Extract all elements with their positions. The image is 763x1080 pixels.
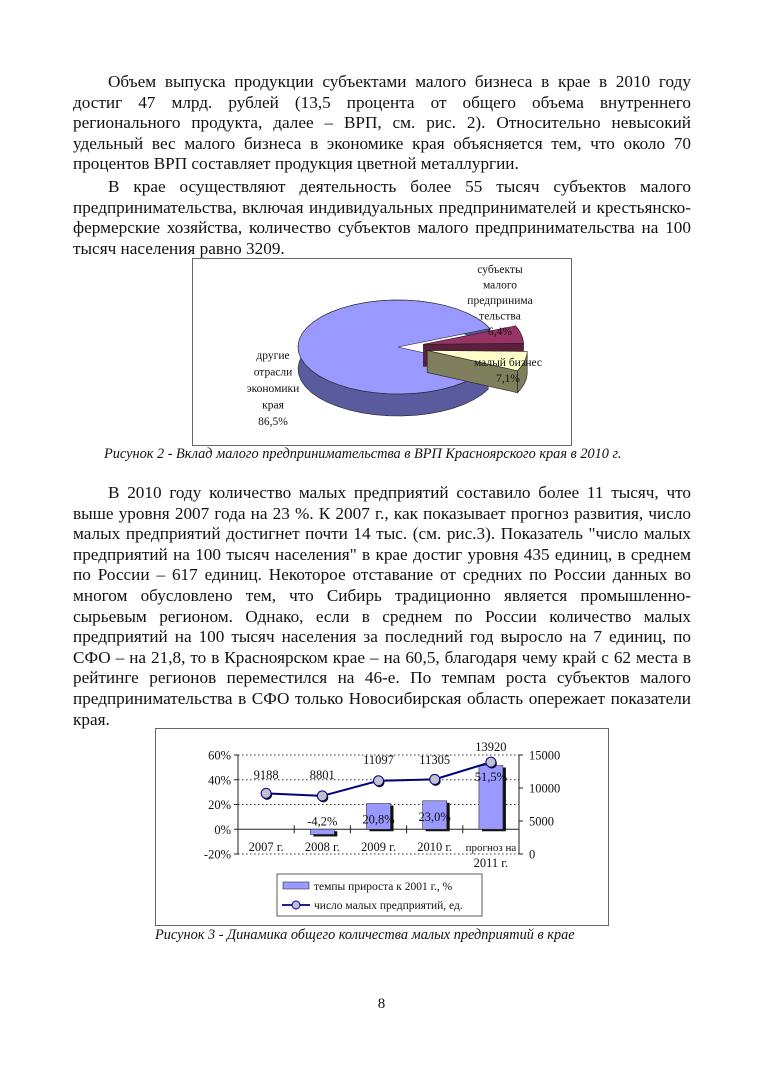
- figure-2-pie-chart: [192, 258, 572, 446]
- paragraph-2-text: В крае осуществляют деятельность более 55 тысяч субъектов малого предпринимательства, включая индивидуальных предпринимателей и крестьянско-фермерские хозяйства, количество субъектов малого предпринимательства на 100 тысяч населения равно 3209.: [73, 177, 691, 258]
- bar-value-label: 23,0%: [418, 809, 451, 824]
- pie-label-other: края: [262, 399, 284, 412]
- paragraph-3-text: В 2010 году количество малых предприятий составило более 11 тысяч, что выше уровня 2007 года на 23 %. К 2007 г., как показывает прогноз развития, число малых предприятий достигнет почти 14 тыс. (см. рис.3). Показатель "число малых предприятий на 100 тысяч населения" в крае достиг уровня 435 единиц, в среднем по России – 617 единиц. Некоторое отставание от средних по России данных во многом обусловлено тем, что Сибирь традиционно является промышленно-сырьевым регионом. Однако, если в среднем по России количество малых предприятий на 100 тысяч населения за последний год выросло на 7 единиц, по СФО – на 21,8, то в Красноярском крае – на 60,5, благодаря чему край с 62 места в рейтинге регионов переместился на 46-е. По темпам роста субъектов малого предпринимательства в СФО только Новосибирская область опережает показатели края.: [73, 483, 691, 729]
- line-marker-3: [430, 774, 440, 784]
- legend: [277, 874, 482, 916]
- paragraph-3: [73, 483, 691, 730]
- figure-2-caption: Рисунок 2 - Вклад малого предпринимательства в ВРП Красноярского края в 2010 г.: [104, 446, 622, 462]
- paragraph-2: [73, 177, 691, 259]
- bar-value-label: -4,2%: [307, 814, 338, 829]
- figure-3-caption: Рисунок 3 - Динамика общего количества малых предприятий в крае: [155, 927, 575, 943]
- right-axis-tick-label: 0: [529, 847, 536, 862]
- line-marker-0: [261, 788, 271, 798]
- pie-chart-svg: [193, 259, 573, 447]
- pie-value-other: 86,5%: [258, 416, 288, 428]
- legend-line-marker: [292, 901, 300, 909]
- category-label: 2009 г.: [361, 840, 396, 854]
- line-value-label: 13920: [475, 740, 507, 754]
- legend-label-bars: темпы прироста к 2001 г., %: [314, 881, 453, 893]
- pie-label-other: другие: [256, 350, 290, 362]
- left-axis-tick-label: 60%: [208, 748, 231, 763]
- left-axis-tick-label: 0%: [214, 822, 231, 837]
- paragraph-1-text: Объем выпуска продукции субъектами малого бизнеса в крае в 2010 году достиг 47 млрд. рублей (13,5 процента от общего объема внутреннего регионального продукта, далее – ВРП, см. рис. 2). Относительно невысокий удельный вес малого бизнеса в экономике края объясняется тем, что около 70 процентов ВРП составляет продукция цветной металлургии.: [73, 72, 691, 174]
- line-marker-2: [374, 776, 384, 786]
- legend-bar-swatch: [283, 882, 309, 889]
- pie-label-small-entrepreneurship: тельства: [479, 310, 521, 323]
- right-axis-tick-label: 5000: [529, 814, 554, 829]
- bar-1: [310, 829, 334, 834]
- paragraph-1: [73, 72, 691, 175]
- pie-label-other: экономики: [246, 383, 300, 395]
- pie-label-small-entrepreneurship: субъекты: [477, 264, 523, 276]
- right-axis-tick-label: 10000: [529, 781, 561, 796]
- line-value-label: 8801: [309, 767, 335, 782]
- line-value-label: 11305: [419, 753, 451, 767]
- category-label: 2011 г.: [473, 856, 509, 870]
- pie-label-small-entrepreneurship: малого: [482, 279, 518, 292]
- category-label: 2010 г.: [417, 840, 453, 854]
- pie-label-small-business: малый бизнес: [473, 357, 543, 369]
- left-axis-tick-label: 40%: [208, 773, 231, 788]
- line-value-label: 11097: [363, 753, 394, 767]
- bar-value-label: 51,5%: [474, 769, 508, 784]
- page-number: 8: [377, 996, 386, 1012]
- line-value-label: 9188: [253, 767, 279, 782]
- line-marker-1: [317, 791, 327, 801]
- category-label: 2008 г.: [304, 840, 340, 854]
- category-label: прогноз на: [465, 842, 517, 854]
- combo-chart-svg: [156, 729, 610, 927]
- bar-value-label: 20,8%: [362, 812, 395, 827]
- category-label: 2007 г.: [248, 840, 284, 854]
- pie-value-small-entrepreneurship: 6,4%: [488, 326, 512, 338]
- left-axis-tick-label: 20%: [208, 798, 231, 812]
- left-axis-tick-label: -20%: [203, 847, 231, 862]
- pie-label-small-entrepreneurship: предпринима: [467, 295, 533, 307]
- pie-value-small-business: 7,1%: [496, 373, 520, 385]
- pie-label-other: отрасли: [253, 366, 293, 379]
- legend-label-line: число малых предприятий, ед.: [314, 900, 463, 912]
- figure-3-combo-chart: [155, 728, 609, 926]
- right-axis-tick-label: 15000: [529, 748, 561, 763]
- line-marker-4: [486, 757, 496, 767]
